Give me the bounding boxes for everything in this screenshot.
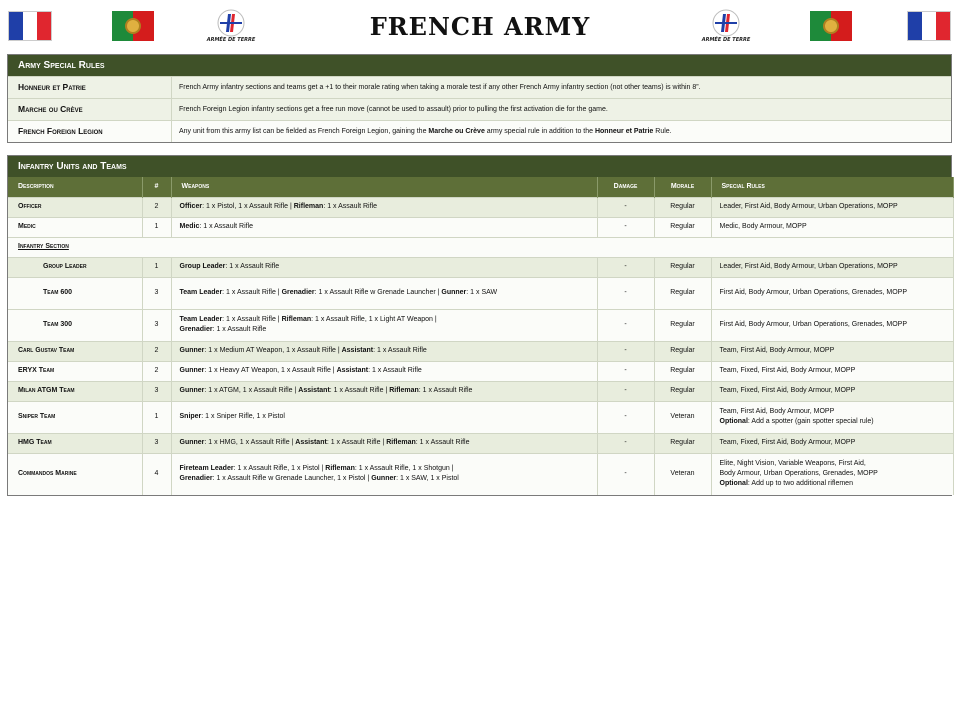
unit-name: Commandos Marine xyxy=(8,453,142,495)
unit-morale: Regular xyxy=(654,277,711,309)
unit-morale: Regular xyxy=(654,341,711,361)
unit-count: 3 xyxy=(142,381,171,401)
col-count: # xyxy=(142,177,171,197)
unit-name: Officer xyxy=(8,197,142,217)
unit-count: 1 xyxy=(142,401,171,433)
unit-special-rules: Team, First Aid, Body Armour, MOPP xyxy=(711,341,953,361)
unit-name: Medic xyxy=(8,217,142,237)
unit-weapons: Team Leader: 1 x Assault Rifle | Rifleman: 1 x Assault Rifle, 1 x Light AT Weapon | Grenadier: 1 x Assault Rifle xyxy=(171,309,597,341)
unit-weapons: Sniper: 1 x Sniper Rifle, 1 x Pistol xyxy=(171,401,597,433)
unit-count: 3 xyxy=(142,433,171,453)
unit-weapons: Group Leader: 1 x Assault Rifle xyxy=(171,257,597,277)
unit-special-rules: First Aid, Body Armour, Urban Operations, Grenades, MOPP xyxy=(711,309,953,341)
unit-name: Team 600 xyxy=(8,277,142,309)
unit-weapons: Medic: 1 x Assault Rifle xyxy=(171,217,597,237)
table-row xyxy=(8,309,953,341)
armee-de-terre-logo-right xyxy=(700,8,752,48)
unit-morale: Regular xyxy=(654,381,711,401)
unit-count: 1 xyxy=(142,257,171,277)
unit-special-rules: Medic, Body Armour, MOPP xyxy=(711,217,953,237)
logo-text-right: ARMÉE DE TERRE xyxy=(701,37,751,43)
rule-row xyxy=(8,76,951,98)
unit-damage: - xyxy=(597,197,654,217)
col-special-rules: Special Rules xyxy=(711,177,953,197)
unit-name: Carl Gustav Team xyxy=(8,341,142,361)
rule-row xyxy=(8,120,951,142)
unit-count: 2 xyxy=(142,361,171,381)
rule-ref: Honneur et Patrie xyxy=(594,128,654,135)
rule-name: Marche ou Crève xyxy=(8,99,172,120)
unit-count: 4 xyxy=(142,453,171,495)
rule-text: Rule. xyxy=(653,128,672,135)
unit-name: HMG Team xyxy=(8,433,142,453)
unit-damage: - xyxy=(597,217,654,237)
col-description: Description xyxy=(8,177,142,197)
infantry-units-heading: Infantry Units and Teams xyxy=(8,156,951,177)
foreign-legion-flag-icon xyxy=(112,11,154,41)
unit-damage: - xyxy=(597,277,654,309)
col-weapons: Weapons xyxy=(171,177,597,197)
table-row xyxy=(8,361,953,381)
table-row xyxy=(8,433,953,453)
unit-morale: Regular xyxy=(654,309,711,341)
unit-name: Team 300 xyxy=(8,309,142,341)
infantry-units-panel xyxy=(7,155,952,496)
rule-text: Any unit from this army list can be fielded as French Foreign Legion, gaining the xyxy=(179,128,429,135)
unit-morale: Regular xyxy=(654,217,711,237)
table-header-row xyxy=(8,177,953,197)
unit-special-rules: Leader, First Aid, Body Armour, Urban Operations, MOPP xyxy=(711,197,953,217)
unit-weapons: Gunner: 1 x Medium AT Weapon, 1 x Assault Rifle | Assistant: 1 x Assault Rifle xyxy=(171,341,597,361)
table-row xyxy=(8,453,953,495)
table-section-row xyxy=(8,237,953,257)
unit-weapons: Fireteam Leader: 1 x Assault Rifle, 1 x Pistol | Rifleman: 1 x Assault Rifle, 1 x Shotgun | Grenadier: 1 x Assault Rifle w Grenade Launcher, 1 x Pistol | Gunner: 1 x SAW, 1 x Pistol xyxy=(171,453,597,495)
unit-special-rules: Team, Fixed, First Aid, Body Armour, MOPP xyxy=(711,433,953,453)
unit-count: 3 xyxy=(142,309,171,341)
army-special-rules-panel xyxy=(7,54,952,143)
unit-damage: - xyxy=(597,453,654,495)
unit-damage: - xyxy=(597,309,654,341)
armee-de-terre-logo-left xyxy=(205,8,257,48)
unit-count: 2 xyxy=(142,197,171,217)
foreign-legion-flag-icon xyxy=(810,11,852,41)
french-flag-icon xyxy=(907,11,951,41)
unit-morale: Veteran xyxy=(654,453,711,495)
unit-damage: - xyxy=(597,341,654,361)
unit-morale: Regular xyxy=(654,361,711,381)
rule-name: Honneur et Patrie xyxy=(8,77,172,98)
units-table xyxy=(8,177,954,495)
unit-weapons: Team Leader: 1 x Assault Rifle | Grenadier: 1 x Assault Rifle w Grenade Launcher | Gunner: 1 x SAW xyxy=(171,277,597,309)
unit-name: Sniper Team xyxy=(8,401,142,433)
unit-weapons: Gunner: 1 x ATGM, 1 x Assault Rifle | Assistant: 1 x Assault Rifle | Rifleman: 1 x Assault Rifle xyxy=(171,381,597,401)
unit-weapons: Officer: 1 x Pistol, 1 x Assault Rifle | Rifleman: 1 x Assault Rifle xyxy=(171,197,597,217)
table-row xyxy=(8,197,953,217)
unit-morale: Veteran xyxy=(654,401,711,433)
table-row xyxy=(8,341,953,361)
units-table-body xyxy=(8,197,953,495)
army-special-rules-heading: Army Special Rules xyxy=(8,55,951,76)
table-row xyxy=(8,401,953,433)
logo-text-left: ARMÉE DE TERRE xyxy=(206,37,256,43)
unit-special-rules: Elite, Night Vision, Variable Weapons, First Aid, Body Armour, Urban Operations, Grenades, MOPP Optional: Add up to two additional riflemen xyxy=(711,453,953,495)
unit-name: Group Leader xyxy=(8,257,142,277)
col-morale: Morale xyxy=(654,177,711,197)
unit-weapons: Gunner: 1 x Heavy AT Weapon, 1 x Assault Rifle | Assistant: 1 x Assault Rifle xyxy=(171,361,597,381)
rule-description: French Army infantry sections and teams get a +1 to their morale rating when taking a morale test if any other French Army infantry section (not other teams) is within 8”. xyxy=(179,84,701,91)
rule-description: French Foreign Legion infantry sections get a free run move (cannot be used to assault) prior to pulling the first activation die for the game. xyxy=(179,106,608,113)
unit-damage: - xyxy=(597,433,654,453)
rule-ref: Marche ou Crève xyxy=(428,128,485,135)
unit-special-rules: Team, Fixed, First Aid, Body Armour, MOPP xyxy=(711,381,953,401)
unit-weapons: Gunner: 1 x HMG, 1 x Assault Rifle | Assistant: 1 x Assault Rifle | Rifleman: 1 x Assault Rifle xyxy=(171,433,597,453)
unit-count: 1 xyxy=(142,217,171,237)
unit-count: 2 xyxy=(142,341,171,361)
unit-morale: Regular xyxy=(654,257,711,277)
rule-name: French Foreign Legion xyxy=(8,121,172,142)
unit-special-rules: Team, Fixed, First Aid, Body Armour, MOPP xyxy=(711,361,953,381)
unit-damage: - xyxy=(597,401,654,433)
rule-description xyxy=(172,121,951,142)
unit-name: Milan ATGM Team xyxy=(8,381,142,401)
table-row xyxy=(8,217,953,237)
table-row xyxy=(8,257,953,277)
table-row xyxy=(8,381,953,401)
unit-special-rules: Team, First Aid, Body Armour, MOPP Optional: Add a spotter (gain spotter special rule) xyxy=(711,401,953,433)
unit-damage: - xyxy=(597,257,654,277)
unit-special-rules: Leader, First Aid, Body Armour, Urban Operations, MOPP xyxy=(711,257,953,277)
col-damage: Damage xyxy=(597,177,654,197)
unit-morale: Regular xyxy=(654,433,711,453)
unit-count: 3 xyxy=(142,277,171,309)
unit-damage: - xyxy=(597,381,654,401)
french-flag-icon xyxy=(8,11,52,41)
page-title: FRENCH ARMY xyxy=(369,12,591,41)
section-label: Infantry Section xyxy=(8,237,953,257)
unit-name: ERYX Team xyxy=(8,361,142,381)
unit-special-rules: First Aid, Body Armour, Urban Operations, Grenades, MOPP xyxy=(711,277,953,309)
unit-damage: - xyxy=(597,361,654,381)
table-row xyxy=(8,277,953,309)
rule-row xyxy=(8,98,951,120)
unit-morale: Regular xyxy=(654,197,711,217)
rule-text: army special rule in addition to the xyxy=(484,128,595,135)
page-header xyxy=(0,0,960,50)
